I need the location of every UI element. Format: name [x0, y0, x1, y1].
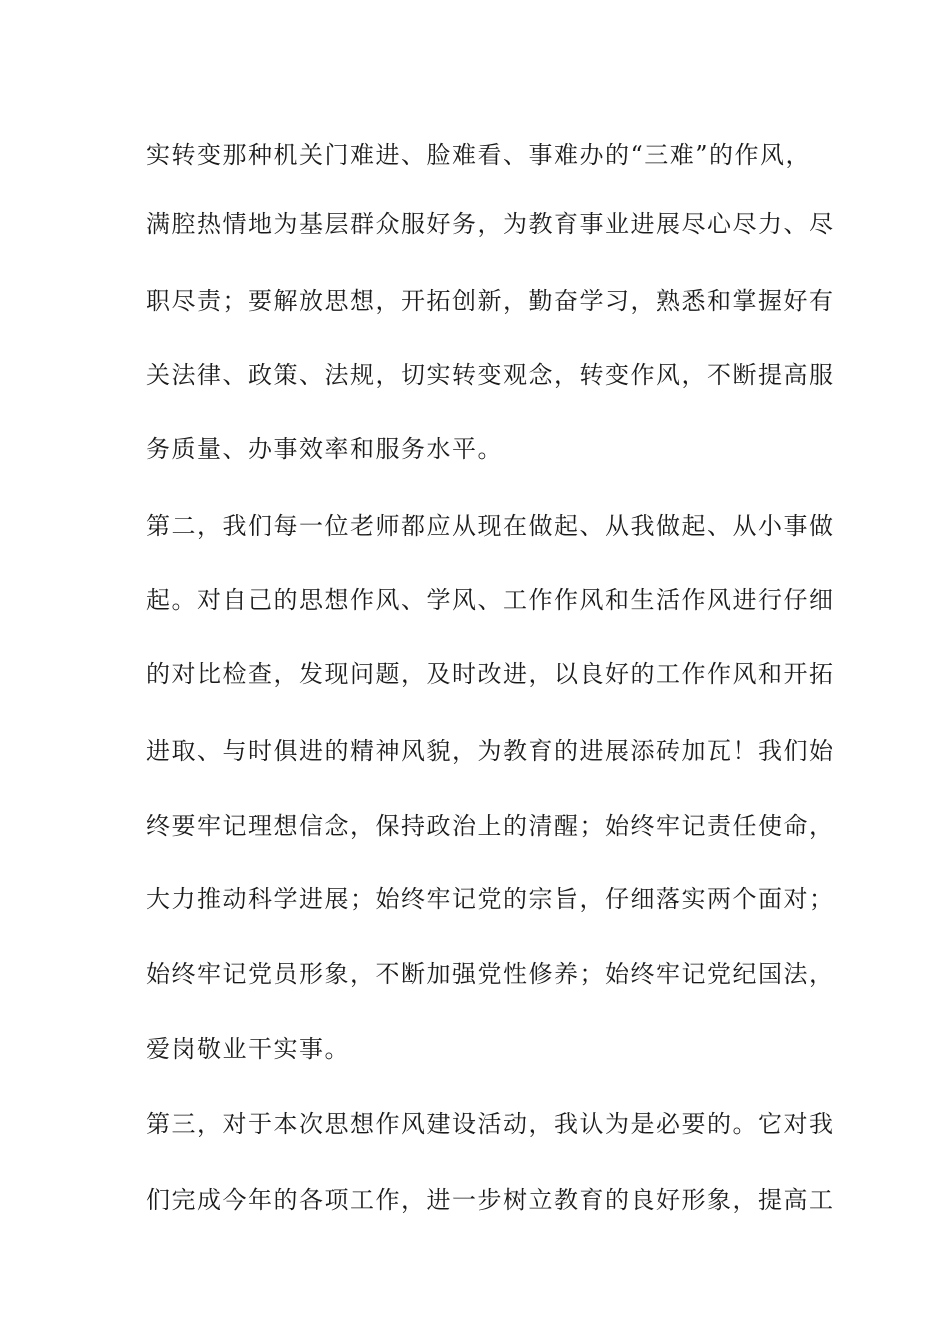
text-line: 终要牢记理想信念，保持政治上的清醒；始终牢记责任使命，: [146, 812, 835, 840]
text-line: 第三，对于本次思想作风建设活动，我认为是必要的。它对我: [146, 1110, 835, 1138]
text-line: 大力推动科学进展；始终牢记党的宗旨，仔细落实两个面对；: [146, 885, 835, 913]
text-line: 第二，我们每一位老师都应从现在做起、从我做起、从小事做: [146, 512, 835, 540]
text-line: 实转变那种机关门难进、脸难看、事难办的“三难”的作风，: [146, 141, 812, 169]
text-line: 务质量、办事效率和服务水平。: [146, 435, 503, 463]
text-line: 起。对自己的思想作风、学风、工作作风和生活作风进行仔细: [146, 586, 835, 614]
text-line: 职尽责；要解放思想，开拓创新，勤奋学习，熟悉和掌握好有: [146, 287, 835, 315]
text-line: 们完成今年的各项工作，进一步树立教育的良好形象，提高工: [146, 1186, 835, 1214]
text-line: 关法律、政策、法规，切实转变观念，转变作风，不断提高服: [146, 361, 835, 389]
text-line: 爱岗敬业干实事。: [146, 1035, 350, 1063]
text-line: 的对比检查，发现问题，及时改进，以良好的工作作风和开拓: [146, 660, 835, 688]
text-line: 始终牢记党员形象，不断加强党性修养；始终牢记党纪国法，: [146, 960, 835, 988]
text-line: 进取、与时俱进的精神风貌，为教育的进展添砖加瓦！我们始: [146, 737, 835, 765]
text-line: 满腔热情地为基层群众服好务，为教育事业进展尽心尽力、尽: [146, 210, 835, 238]
